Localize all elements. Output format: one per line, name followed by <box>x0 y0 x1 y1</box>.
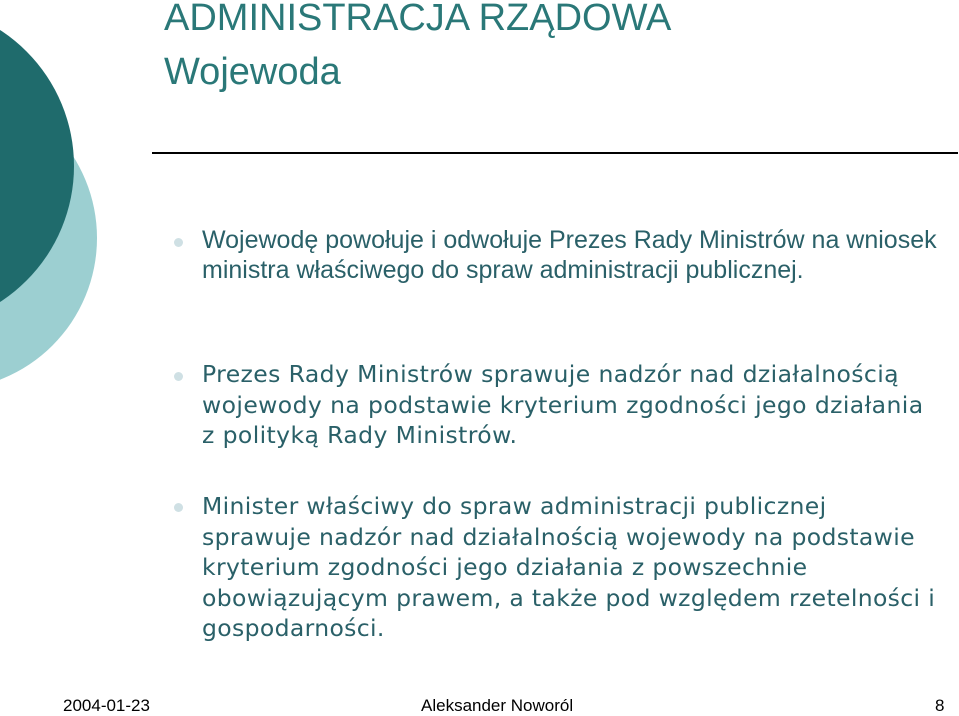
footer-date: 2004-01-23 <box>63 696 150 715</box>
slide-subtitle: Wojewoda <box>164 51 341 93</box>
bullet-icon <box>174 238 183 247</box>
bullet-icon <box>174 503 183 512</box>
decorative-circles <box>0 0 160 420</box>
bullet-text-2: Prezes Rady Ministrów sprawuje nadzór nad działalnością wojewody na podstawie kryterium zgodności jego działania z polityką Rady Ministrów. <box>202 360 924 449</box>
bullet-text-3: Minister właściwy do spraw administracji publicznej sprawuje nadzór nad działalnością wojewody na podstawie kryterium zgodności jego działania z powszechnie obowiązującym prawem, a także pod względem rzetelności i gospodarności. <box>202 492 936 642</box>
page-number: 8 <box>935 696 945 715</box>
title-underline <box>152 152 958 154</box>
bullet-icon <box>174 372 183 381</box>
slide-title: ADMINISTRACJA RZĄDOWA <box>164 0 672 39</box>
bullet-text-1: Wojewodę powołuje i odwołuje Prezes Rady Ministrów na wniosek ministra właściwego do spraw administracji publicznej. <box>202 226 937 284</box>
footer-author: Aleksander Noworól <box>421 696 574 715</box>
